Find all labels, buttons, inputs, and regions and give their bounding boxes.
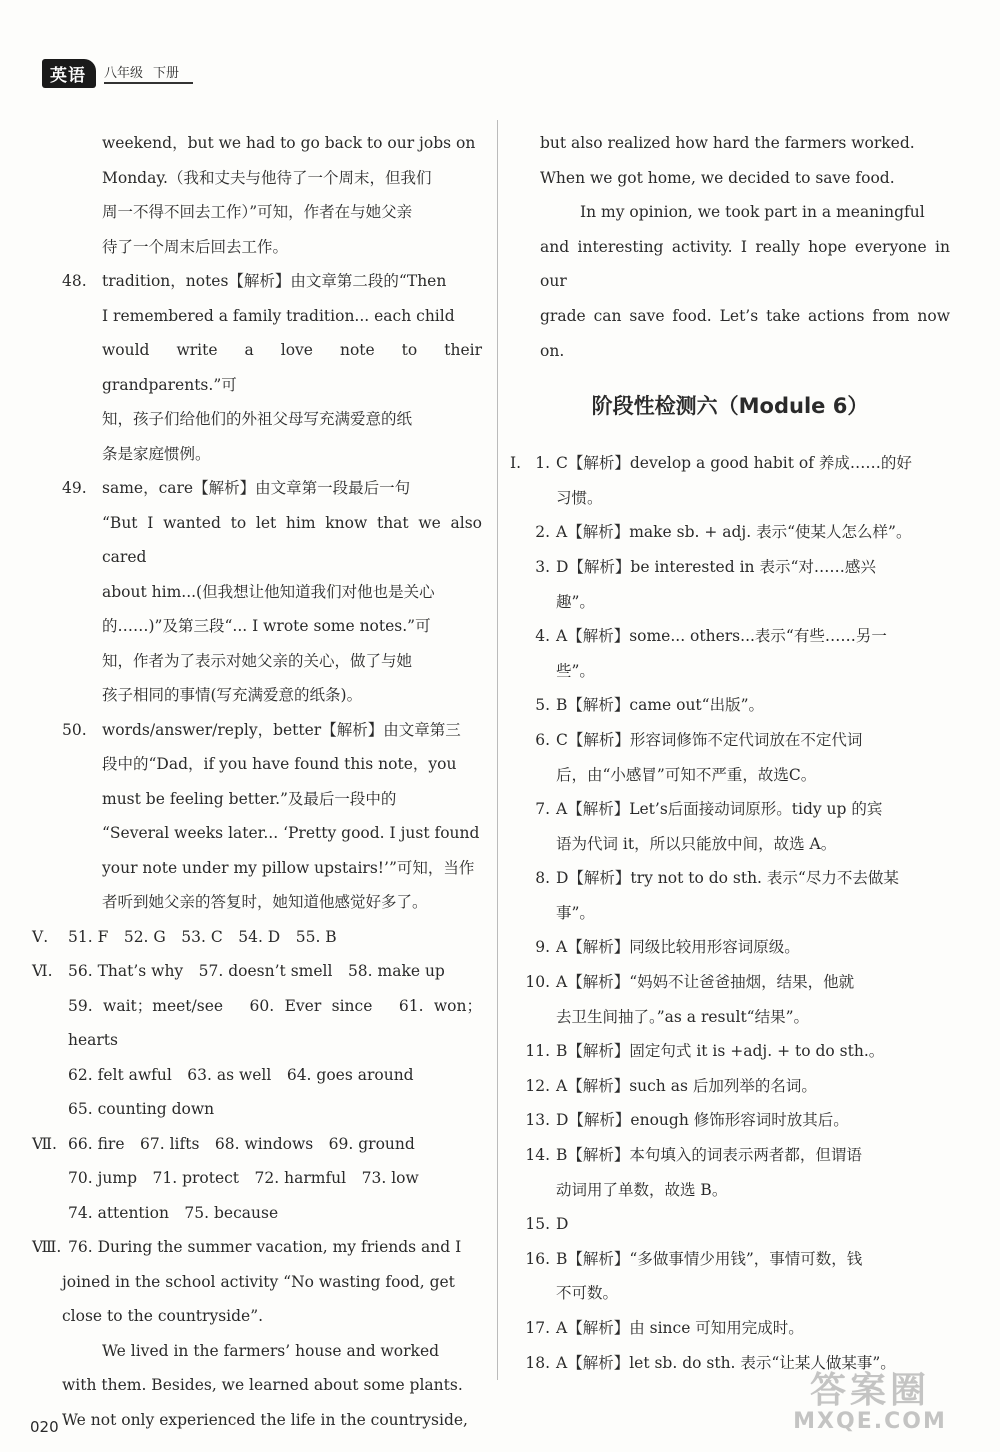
text-line: “But I wanted to let him know that we also cared <box>102 513 482 566</box>
text-line: A【解析】let sb. do sth. 表示“让某人做某事”。 <box>556 1353 896 1372</box>
item-number: 12. <box>525 1076 550 1095</box>
test-six-answers <box>510 446 950 1380</box>
text-line: 76. During the summer vacation, my friends and I <box>68 1238 462 1256</box>
section-number: Ⅵ. <box>32 962 53 980</box>
item-number: 9. <box>535 938 550 957</box>
item-number: 7. <box>535 800 550 819</box>
watermark <box>770 1362 970 1442</box>
answer-item <box>510 792 950 861</box>
item-number: 6. <box>535 730 550 749</box>
section-number: Ⅷ. <box>32 1238 62 1256</box>
item-number: 3. <box>535 557 550 576</box>
text-line: We lived in the farmers’ house and worked <box>102 1341 440 1360</box>
text-line: about him...(但我想让他知道我们对他也是关心 <box>102 582 435 601</box>
answer-item <box>510 688 950 723</box>
text-line: 后，由“小感冒”可知不严重，故选C。 <box>556 765 817 784</box>
text-line: A【解析】由 since 可知用完成时。 <box>556 1319 804 1337</box>
item-number: 48. <box>62 272 87 290</box>
text-line: C【解析】develop a good habit of 养成……的好 <box>556 454 912 473</box>
answer-item <box>510 1069 950 1104</box>
text-line: D【解析】enough 修饰形容词时放其后。 <box>556 1111 849 1130</box>
right-column <box>510 126 950 1380</box>
text-line: your note under my pillow upstairs!’”可知，当作 <box>102 858 475 877</box>
item-number: 5. <box>535 696 550 715</box>
watermark-logo: 答案圈 <box>809 1370 930 1411</box>
text-line: 70. jump 71. protect 72. harmful 73. low <box>68 1169 419 1187</box>
text-line: with them. Besides, we learned about some plants. <box>62 1376 463 1394</box>
text-line: 些”。 <box>556 661 595 680</box>
text-line: B【解析】固定句式 it is +adj. + to do sth.。 <box>556 1042 885 1061</box>
text-line: D【解析】try not to do sth. 表示“尽力不去做某 <box>556 869 899 888</box>
answer-item <box>510 619 950 688</box>
text-line: grade can save food. Let’s take actions from now on. <box>540 306 950 360</box>
text-line: 去卫生间抽了。”as a result“结果”。 <box>556 1007 810 1026</box>
item-number: 4. <box>535 627 550 646</box>
item-number: 11. <box>525 1042 550 1061</box>
text-line: words/answer/reply，better【解析】由文章第三 <box>102 720 461 739</box>
text-line: Monday.（我和丈夫与他待了一个周末，但我们 <box>102 168 432 187</box>
text-line: C【解析】形容词修饰不定代词放在不定代词 <box>556 730 863 749</box>
text-line: 62. felt awful 63. as well 64. goes around <box>68 1065 414 1084</box>
answer-item <box>510 1242 950 1311</box>
text-line: A【解析】some... others...表示“有些……另一 <box>556 627 887 646</box>
text-line: When we got home, we decided to save food. <box>540 168 895 187</box>
text-line: 事”。 <box>556 903 595 922</box>
continued-answer <box>62 126 482 264</box>
text-line: 65. counting down <box>68 1100 215 1118</box>
text-line: A【解析】同级比较用形容词原级。 <box>556 938 800 957</box>
grade-label <box>104 62 193 84</box>
text-line: 周一不得不回去工作）”可知，作者在与她父亲 <box>102 203 413 221</box>
text-line: D【解析】be interested in 表示“对……感兴 <box>556 557 876 576</box>
item-number: 18. <box>525 1353 550 1372</box>
text-line: and interesting activity. I really hope everyone in our <box>540 237 950 291</box>
text-line: 59. wait；meet/see 60. Ever since 61. won；hearts <box>68 996 482 1049</box>
section-7 <box>32 1127 482 1231</box>
answer-item-49 <box>62 471 482 713</box>
answer-item <box>510 965 950 1034</box>
text-line: 习惯。 <box>556 488 603 507</box>
answer-item-48 <box>62 264 482 471</box>
answer-item <box>510 1103 950 1138</box>
item-number: 14. <box>525 1146 550 1165</box>
text-line: I remembered a family tradition... each child <box>102 306 455 325</box>
watermark-url: MXQE.COM <box>793 1409 947 1434</box>
subject-badge: 英语 <box>42 59 96 88</box>
page-number: 020 <box>30 1418 59 1436</box>
text-line: but also realized how hard the farmers worked. <box>540 134 915 152</box>
section-8 <box>32 1230 482 1437</box>
section-number: Ⅴ. <box>32 927 49 946</box>
text-line: tradition，notes【解析】由文章第二段的“Then <box>102 272 447 290</box>
text-line: 待了一个周末后回去工作。 <box>102 237 289 256</box>
answer-item <box>510 1207 950 1242</box>
text-line: same，care【解析】由文章第一段最后一句 <box>102 479 411 497</box>
text-line: A【解析】“妈妈不让爸爸抽烟，结果，他就 <box>556 973 855 992</box>
text-line: 51. F 52. G 53. C 54. D 55. B <box>68 927 337 946</box>
text-line: 趣”。 <box>556 592 595 611</box>
answer-item <box>510 1311 950 1346</box>
section-number: Ⅶ. <box>32 1134 57 1153</box>
text-line: 的……)”及第三段“... I wrote some notes.”可 <box>102 617 431 635</box>
item-number: 49. <box>62 479 87 497</box>
text-line: 56. That’s why 57. doesn’t smell 58. make up <box>68 962 445 980</box>
text-line: A【解析】make sb. + adj. 表示“使某人怎么样”。 <box>556 523 912 542</box>
item-number: 16. <box>525 1249 550 1268</box>
item-number: 2. <box>535 523 550 542</box>
item-number: 1. <box>535 454 550 473</box>
item-number: 15. <box>525 1215 550 1234</box>
text-line: 孩子相同的事情(写充满爱意的纸条)。 <box>102 686 363 704</box>
answer-item <box>510 861 950 930</box>
page-header <box>42 60 193 86</box>
text-line: “Several weeks later... ‘Pretty good. I just found <box>102 824 480 842</box>
text-line: 知，作者为了表示对她父亲的关心，做了与她 <box>102 651 413 670</box>
item-number: 10. <box>525 973 550 992</box>
text-line: We not only experienced the life in the countryside, <box>62 1410 468 1429</box>
answer-item <box>510 1034 950 1069</box>
item-number: 13. <box>525 1111 550 1130</box>
section-number: Ⅰ. <box>510 454 522 473</box>
text-line: 不可数。 <box>556 1284 619 1303</box>
item-number: 50. <box>62 720 87 739</box>
text-line: D <box>556 1215 569 1234</box>
text-line: 段中的“Dad，if you have found this note，you <box>102 755 457 773</box>
text-line: 条是家庭惯例。 <box>102 444 211 463</box>
answer-item <box>510 446 950 515</box>
section-title: 阶段性检测六（Module 6） <box>591 394 869 419</box>
text-line: B【解析】came out“出版”。 <box>556 696 765 715</box>
text-line: 语为代词 it，所以只能放中间，故选 A。 <box>556 834 837 853</box>
essay-continued <box>510 126 950 368</box>
text-line: B【解析】本句填入的词表示两者都，但谓语 <box>556 1146 862 1165</box>
text-line: B【解析】“多做事情少用钱”，事情可数，钱 <box>556 1249 863 1268</box>
volume-text: 下册 <box>153 66 180 81</box>
answer-item-50 <box>62 713 482 920</box>
answer-item <box>510 723 950 792</box>
section-5 <box>32 920 482 955</box>
text-line: 66. fire 67. lifts 68. windows 69. ground <box>68 1134 415 1153</box>
answer-item <box>510 515 950 550</box>
text-line: joined in the school activity “No wasting food, get <box>62 1272 455 1291</box>
text-line: A【解析】such as 后加列举的名词。 <box>556 1076 817 1095</box>
text-line: close to the countryside”. <box>62 1307 264 1325</box>
text-line: In my opinion, we took part in a meaningful <box>580 203 925 222</box>
item-number: 17. <box>525 1319 550 1337</box>
text-line: 者听到她父亲的答复时，她知道他感觉好多了。 <box>102 893 428 911</box>
text-line: 知，孩子们给他们的外祖父母写充满爱意的纸 <box>102 410 413 428</box>
item-number: 8. <box>535 869 550 888</box>
text-line: A【解析】Let’s后面接动词原形。tidy up 的宾 <box>556 800 883 819</box>
answer-item <box>510 930 950 965</box>
answer-item <box>510 1138 950 1207</box>
text-line: must be feeling better.”及最后一段中的 <box>102 789 397 808</box>
text-line: weekend，but we had to go back to our jobs on <box>102 134 476 152</box>
text-line: would write a love note to their grandparents.”可 <box>102 341 482 394</box>
answer-item <box>510 550 950 619</box>
text-line: 动词用了单数，故选 B。 <box>556 1180 728 1199</box>
column-divider <box>497 120 498 1380</box>
section-6 <box>32 954 482 1127</box>
grade-text: 八年级 <box>104 66 144 81</box>
text-line: 74. attention 75. because <box>68 1203 279 1222</box>
